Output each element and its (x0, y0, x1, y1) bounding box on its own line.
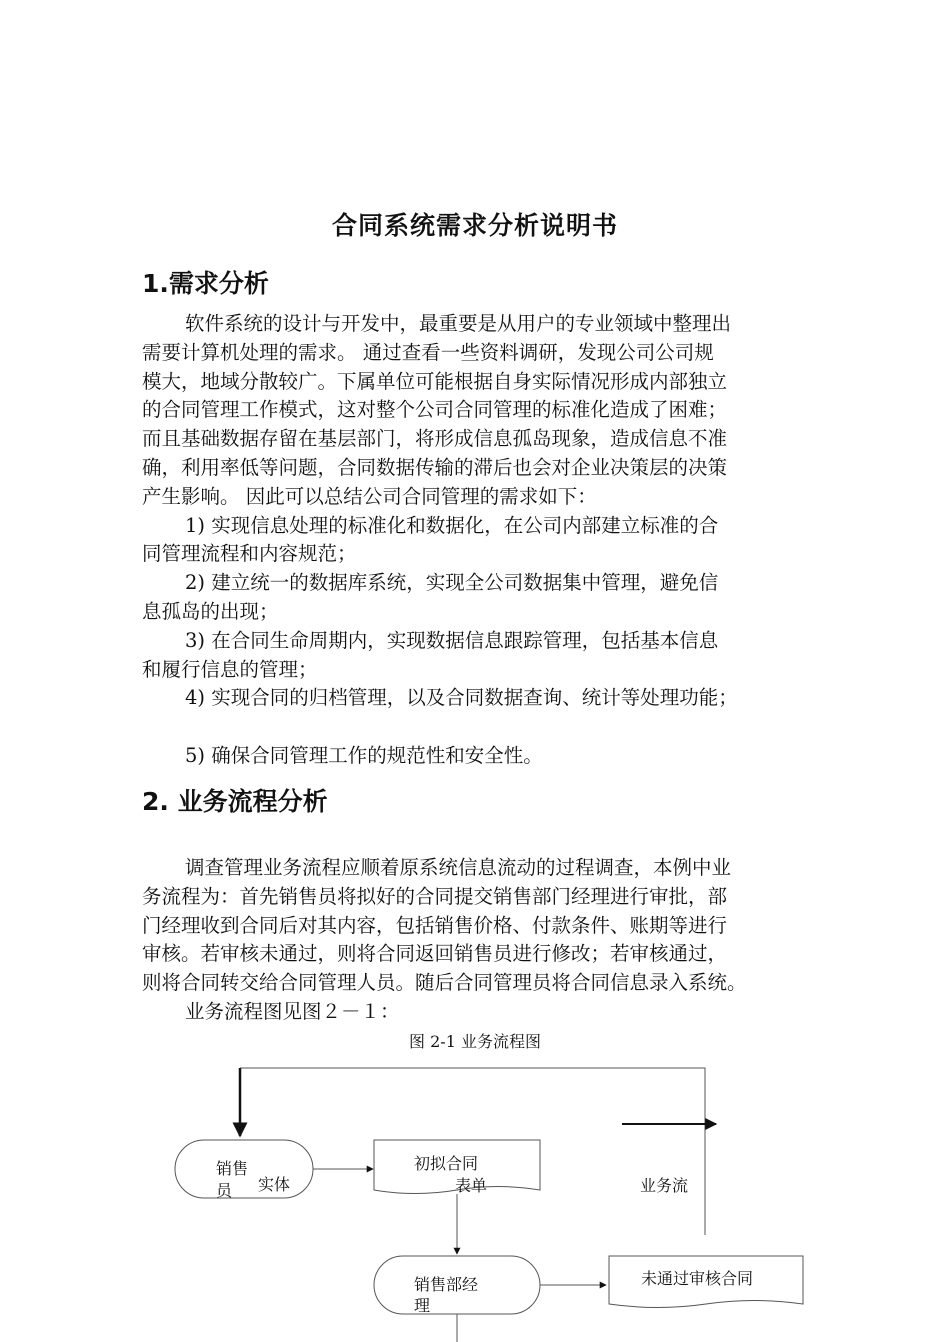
section-1-body (142, 310, 822, 771)
body-line: 的合同管理工作模式，这对整个公司合同管理的标准化造成了困难； (142, 398, 728, 422)
blank-line (142, 713, 822, 742)
document-draft-contract-label-b: 表单 (455, 1176, 488, 1195)
document-rejected-contract-label: 未通过审核合同 (641, 1269, 754, 1288)
body-line: 调查管理业务流程应顺着原系统信息流动的过程调查，本例中业 (185, 856, 732, 879)
body-line: 务流程为：首先销售员将拟好的合同提交销售部门经理进行审批，部 (142, 884, 728, 908)
list-item: 1) 实现信息处理的标准化和数据化，在公司内部建立标准的合 (185, 513, 719, 537)
document-draft-contract-label-a: 初拟合同 (414, 1154, 479, 1173)
body-line: 产生影响。 因此可以总结公司合同管理的需求如下： (142, 484, 597, 508)
list-item: 5) 确保合同管理工作的规范性和安全性。 (185, 743, 543, 767)
body-line: 业务流程图见图２－１： (185, 999, 400, 1023)
body-line: 审核。若审核未通过，则将合同返回销售员进行修改；若审核通过， (142, 942, 728, 966)
body-line: 则将合同转交给合同管理人员。随后合同管理员将合同信息录入系统。 (142, 971, 747, 995)
entity-salesperson-label-b: 员 (216, 1181, 233, 1200)
list-item-cont: 和履行信息的管理； (142, 657, 318, 681)
body-line: 门经理收到合同后对其内容，包括销售价格、付款条件、账期等进行 (142, 913, 728, 937)
body-line: 需要计算机处理的需求。 通过查看一些资料调研，发现公司公司规 (142, 340, 714, 364)
business-flow-diagram (0, 1050, 950, 1342)
section-2-body (142, 854, 822, 1027)
body-line: 软件系统的设计与开发中，最重要是从用户的专业领域中整理出 (185, 312, 732, 335)
list-item: 3) 在合同生命周期内，实现数据信息跟踪管理，包括基本信息 (185, 628, 719, 652)
entity-sales-manager-label-b: 理 (414, 1296, 431, 1315)
list-item-cont: 息孤岛的出现； (142, 599, 279, 623)
figure-caption: 图 2-1 业务流程图 (409, 1032, 541, 1051)
entity-salesperson-label-a: 销售 (216, 1159, 249, 1178)
section-2-heading: 2. 业务流程分析 (142, 787, 328, 816)
entity-sales-manager-label-a: 销售部经 (414, 1275, 479, 1294)
body-line: 模大，地域分散较广。下属单位可能根据自身实际情况形成内部独立 (142, 369, 728, 393)
entity-salesperson-label-c: 实体 (258, 1175, 291, 1194)
legend-label: 业务流 (640, 1176, 689, 1195)
page-title: 合同系统需求分析说明书 (331, 211, 618, 240)
body-line: 而且基础数据存留在基层部门，将形成信息孤岛现象，造成信息不准 (142, 427, 728, 451)
list-item: 4) 实现合同的归档管理，以及合同数据查询、统计等处理功能； (185, 686, 738, 710)
section-1-heading: 1.需求分析 (142, 269, 269, 298)
list-item: 2) 建立统一的数据库系统，实现全公司数据集中管理，避免信 (185, 571, 719, 595)
body-line: 确，利用率低等问题，合同数据传输的滞后也会对企业决策层的决策 (142, 455, 728, 479)
list-item-cont: 同管理流程和内容规范； (142, 542, 357, 566)
